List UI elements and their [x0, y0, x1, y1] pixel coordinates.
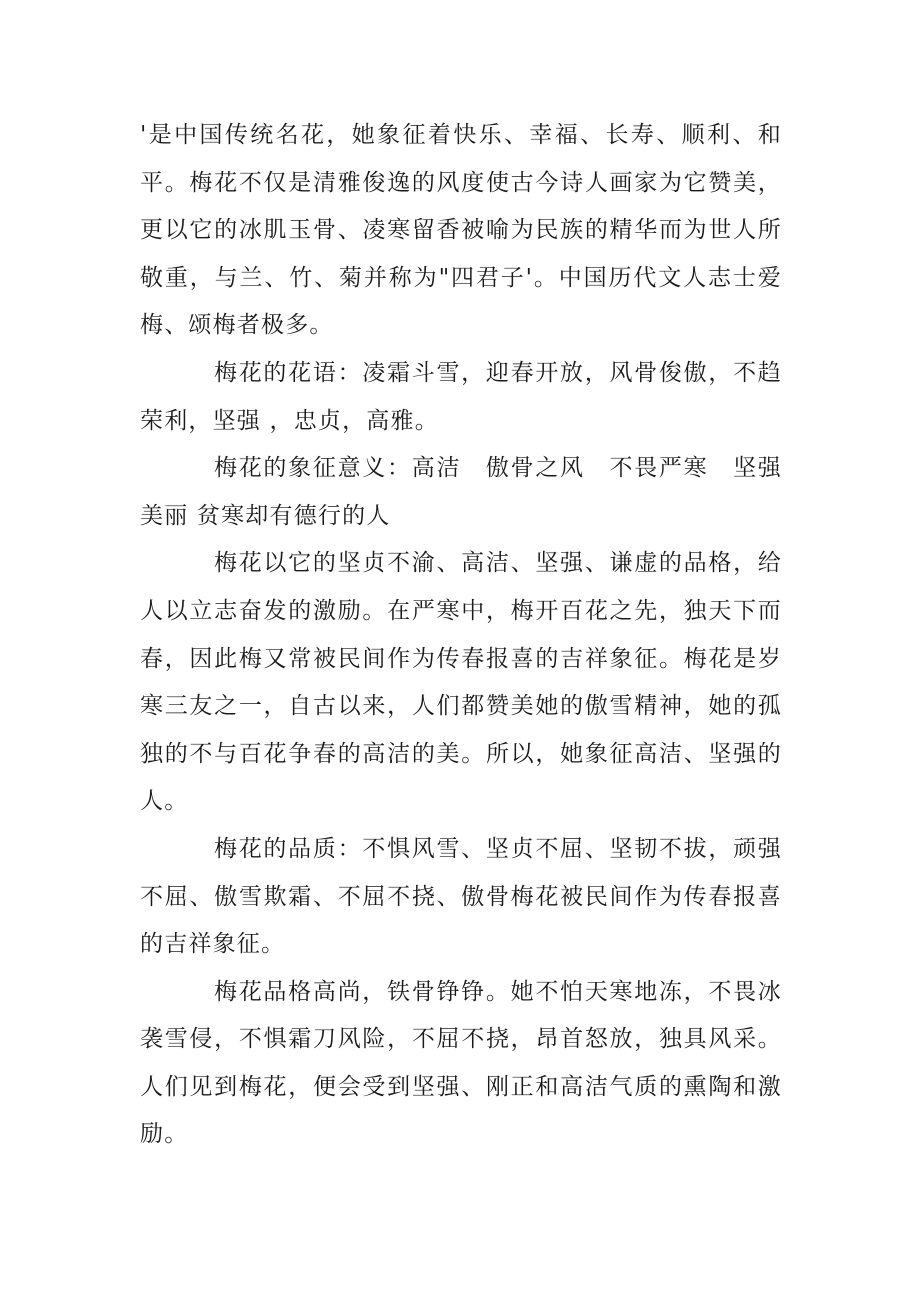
paragraph-qualities: 梅花的品质：不惧风雪、坚贞不屈、坚韧不拔，顽强不屈、傲雪欺霜、不屈不挠、傲骨梅花被民间作为传春报喜的吉祥象征。	[140, 835, 782, 958]
paragraph-symbolic-meaning: 梅花的象征意义：高洁 傲骨之风 不畏严寒 坚强美丽 贫寒却有德行的人	[140, 455, 782, 529]
paragraph-flower-language: 梅花的花语：凌霜斗雪，迎春开放，风骨俊傲，不趋荣利，坚强 ，忠贞，高雅。	[140, 359, 782, 434]
paragraph-intro: '是中国传统名花，她象征着快乐、幸福、长寿、顺利、和平。梅花不仅是清雅俊逸的风度使古今诗人画家为它赞美，更以它的冰肌玉骨、凌寒留香被喻为民族的精华而为世人所敬重，与兰、竹、菊并称为"四君子'。中国历代文人志士爱梅、颂梅者极多。	[140, 122, 782, 339]
paragraph-noble-character: 梅花品格高尚，铁骨铮铮。她不怕天寒地冻，不畏冰袭雪侵，不惧霜刀风险，不屈不挠，昂首怒放，独具风采。人们见到梅花，便会受到坚强、刚正和高洁气质的熏陶和激励。	[140, 978, 782, 1148]
document-body	[140, 112, 782, 1159]
paragraph-character: 梅花以它的坚贞不渝、高洁、坚强、谦虚的品格，给人以立志奋发的激励。在严寒中，梅开百花之先，独天下而春，因此梅又常被民间作为传春报喜的吉祥象征。梅花是岁寒三友之一，自古以来，人们都赞美她的傲雪精神，她的孤独的不与百花争春的高洁的美。所以，她象征高洁、坚强的人。	[140, 550, 782, 815]
